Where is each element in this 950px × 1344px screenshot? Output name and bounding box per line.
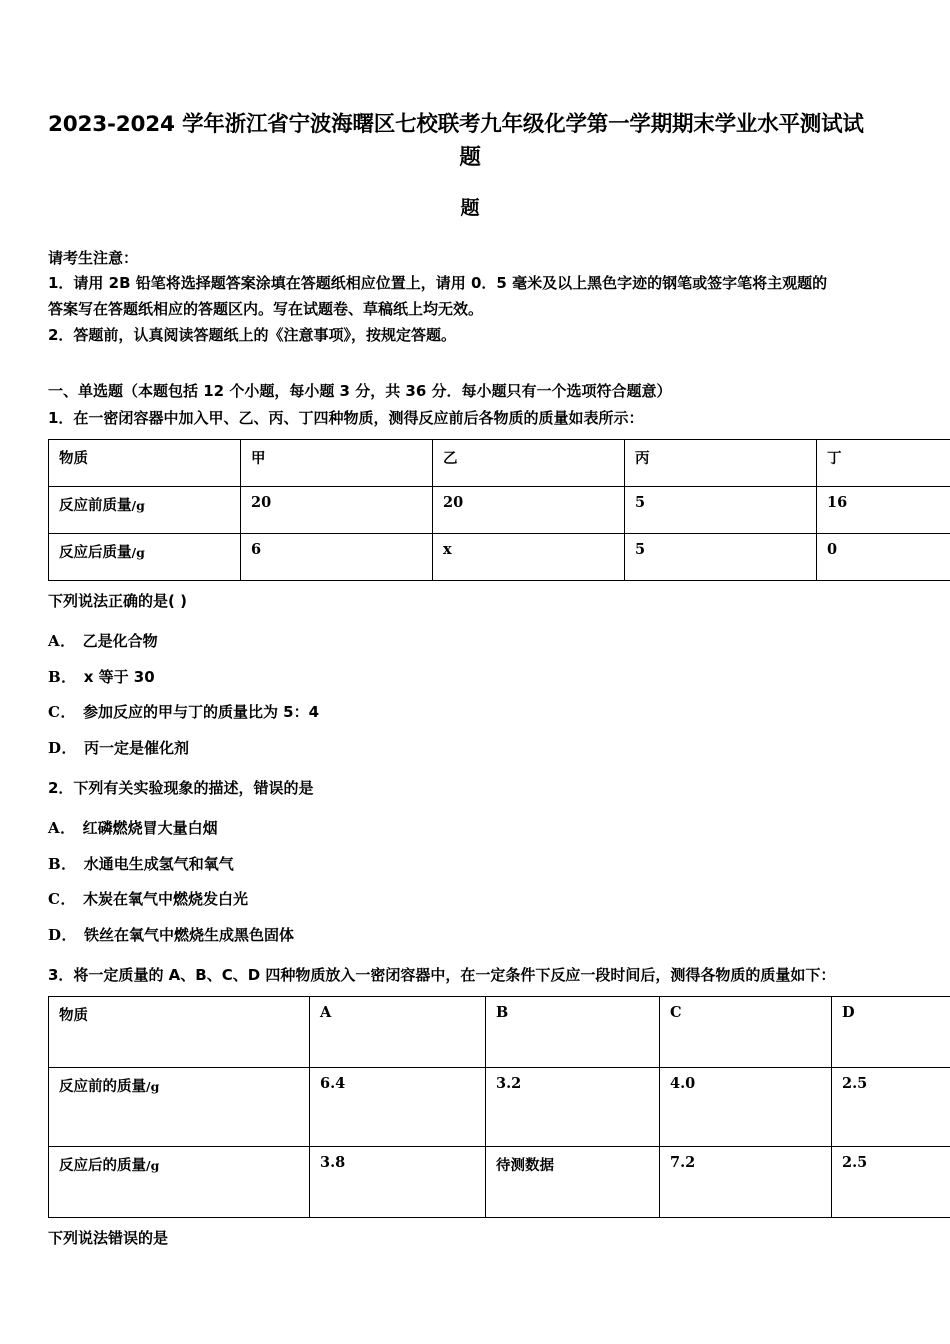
- table-cell-header-4: 丁: [817, 439, 950, 486]
- table-cell-value: 3.2: [486, 1067, 660, 1146]
- option-d-text: 丙一定是催化剂: [84, 739, 190, 758]
- option-b[interactable]: [48, 840, 902, 876]
- table-cell-value: 4.0: [660, 1067, 832, 1146]
- table-cell-header-0: 物质: [49, 996, 310, 1067]
- row-label-unit: /g: [146, 1157, 160, 1173]
- table-cell-header-4: D: [832, 996, 950, 1067]
- table-cell-header-0: 物质: [49, 439, 241, 486]
- option-a[interactable]: [48, 617, 902, 653]
- page-subtitle: 题: [460, 196, 480, 219]
- option-a-text: 红磷燃烧冒大量白烟: [82, 818, 218, 837]
- table-cell-value: 6.4: [310, 1067, 486, 1146]
- page-title-tail: 题: [459, 145, 481, 171]
- table-cell-row-label: [49, 1067, 310, 1146]
- table-cell-header-3: 丙: [625, 439, 817, 486]
- page-title-main: 2023-2024 学年浙江省宁波海曙区七校联考九年级化学第一学期期末学业水平测试试: [48, 112, 864, 137]
- question-2-options: [48, 800, 902, 947]
- table-cell-row-label: [49, 533, 241, 580]
- row-label-unit: /g: [146, 1078, 160, 1094]
- question-1-options: [48, 613, 902, 760]
- question-1-data-table: [48, 439, 950, 581]
- table-cell-value: 0: [817, 533, 950, 580]
- option-b-letter: B．: [48, 667, 77, 686]
- table-row: [49, 1146, 950, 1217]
- option-c-text: 参加反应的甲与丁的质量比为 5：4: [82, 703, 320, 722]
- table-cell-header-3: C: [660, 996, 832, 1067]
- notice-line-1: 1．请用 2B 铅笔将选择题答案涂填在答题纸相应位置上，请用 0．5 毫米及以上黑色字迹的钢笔或签字笔将主观题的: [48, 274, 828, 293]
- table-row-header: [49, 996, 950, 1067]
- question-3-stem: 3．将一定质量的 A、B、C、D 四种物质放入一密闭容器中，在一定条件下反应一段时间后，测得各物质的质量如下：: [48, 965, 836, 984]
- table-cell-value: 20: [433, 486, 625, 533]
- option-b-text: x 等于 30: [83, 667, 155, 686]
- table-cell-header-2: B: [486, 996, 660, 1067]
- question-2-stem: 2．下列有关实验现象的描述，错误的是: [48, 778, 314, 797]
- table-cell-value: 7.2: [660, 1146, 832, 1217]
- table-cell-value: 3.8: [310, 1146, 486, 1217]
- option-d-letter: D．: [48, 926, 78, 945]
- option-b[interactable]: [48, 653, 902, 689]
- option-d[interactable]: [48, 724, 902, 760]
- option-c-text: 木炭在氧气中燃烧发白光: [82, 890, 248, 909]
- option-d-letter: D．: [48, 739, 78, 758]
- table-cell-value: 待测数据: [486, 1146, 660, 1217]
- table-cell-value: 5: [625, 533, 817, 580]
- table-cell-value: 6: [241, 533, 433, 580]
- table-cell-value: 2.5: [832, 1146, 950, 1217]
- question-1-stem: 1．在一密闭容器中加入甲、乙、丙、丁四种物质，测得反应前后各物质的质量如表所示：: [48, 408, 644, 427]
- table-row: [49, 1067, 950, 1146]
- section-heading-single-choice: 一、单选题（本题包括 12 个小题，每小题 3 分，共 36 分．每小题只有一个选项符合题意）: [48, 381, 672, 400]
- question-1-prompt: 下列说法正确的是( ): [48, 591, 187, 610]
- option-a-letter: A．: [48, 631, 76, 650]
- option-d[interactable]: [48, 911, 902, 947]
- notice-line-3: 2．答题前，认真阅读答题纸上的《注意事项》，按规定答题。: [48, 326, 456, 345]
- table-row: [49, 533, 950, 580]
- table-cell-value: 16: [817, 486, 950, 533]
- option-d-text: 铁丝在氧气中燃烧生成黑色固体: [84, 926, 295, 945]
- option-a[interactable]: [48, 804, 902, 840]
- option-c-letter: C．: [48, 890, 76, 909]
- row-label-text: 反应后的质量: [59, 1157, 146, 1174]
- option-c[interactable]: [48, 875, 902, 911]
- table-cell-value: 20: [241, 486, 433, 533]
- table-cell-header-2: 乙: [433, 439, 625, 486]
- table-row: [49, 486, 950, 533]
- row-label-unit: /g: [131, 497, 145, 513]
- option-b-text: 水通电生成氢气和氧气: [83, 854, 234, 873]
- table-row-header: [49, 439, 950, 486]
- notice-heading: 请考生注意：: [48, 248, 139, 267]
- row-label-unit: /g: [131, 544, 145, 560]
- table-cell-value: 5: [625, 486, 817, 533]
- table-cell-header-1: A: [310, 996, 486, 1067]
- question-3-prompt: 下列说法错误的是: [48, 1228, 169, 1247]
- row-label-text: 反应前的质量: [59, 1078, 146, 1095]
- table-cell-header-1: 甲: [241, 439, 433, 486]
- table-cell-value: x: [433, 533, 625, 580]
- notice-line-2: 答案写在答题纸相应的答题区内。写在试题卷、草稿纸上均无效。: [48, 300, 484, 319]
- option-c[interactable]: [48, 688, 902, 724]
- candidate-notice: [48, 220, 902, 349]
- option-c-letter: C．: [48, 703, 76, 722]
- option-b-letter: B．: [48, 854, 77, 873]
- table-cell-value: 2.5: [832, 1067, 950, 1146]
- table-cell-row-label: [49, 1146, 310, 1217]
- page-title: [48, 0, 902, 175]
- row-label-text: 反应前质量: [59, 497, 132, 514]
- table-cell-row-label: [49, 486, 241, 533]
- option-a-letter: A．: [48, 818, 76, 837]
- question-3-data-table: [48, 996, 950, 1218]
- row-label-text: 反应后质量: [59, 544, 132, 561]
- option-a-text: 乙是化合物: [82, 631, 158, 650]
